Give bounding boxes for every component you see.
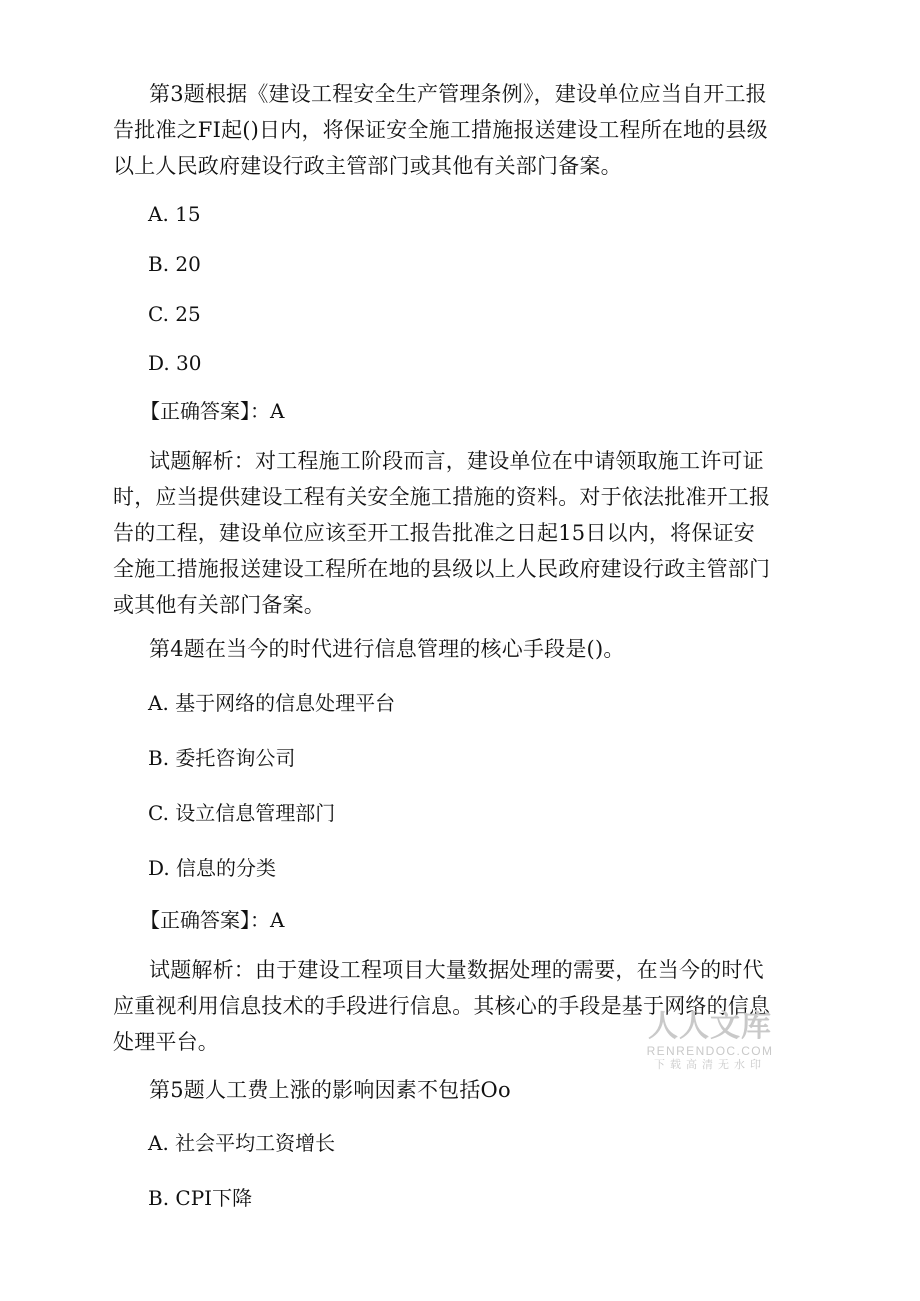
q5-option-b: B. CPI下降 xyxy=(148,1186,253,1210)
question-5-stem: 第5题人工费上涨的影响因素不包括Oo xyxy=(149,1078,511,1102)
q3-option-b: B. 20 xyxy=(148,252,201,276)
q4-option-b: B. 委托咨询公司 xyxy=(148,746,296,770)
q4-option-c: C. 设立信息管理部门 xyxy=(148,801,336,825)
q5-option-a: A. 社会平均工资增长 xyxy=(148,1131,336,1155)
q3-option-d: D. 30 xyxy=(148,351,202,375)
watermark-slogan: 下载高清无水印 xyxy=(654,1058,766,1071)
q4-correct-answer: 【正确答案】：A xyxy=(140,908,285,932)
watermark-logo xyxy=(645,1010,775,1072)
q4-option-a: A. 基于网络的信息处理平台 xyxy=(148,691,396,715)
q4-option-d: D. 信息的分类 xyxy=(148,856,277,880)
q3-option-a: A. 15 xyxy=(148,202,201,226)
q4-analysis: 试题解析：由于建设工程项目大量数据处理的需要，在当今的时代应重视利用信息技术的手段进行信息。其核心的手段是基于网络的信息处理平台。 xyxy=(113,958,771,1054)
q3-option-c: C. 25 xyxy=(148,302,201,326)
q3-correct-answer: 【正确答案】：A xyxy=(140,399,285,423)
question-4-stem: 第4题在当今的时代进行信息管理的核心手段是()。 xyxy=(149,637,625,661)
question-3-stem: 第3题根据《建设工程安全生产管理条例》，建设单位应当自开工报告批准之FI起()日内，将保证安全施工措施报送建设工程所在地的县级以上人民政府建设行政主管部门或其他有关部门备案。 xyxy=(113,82,768,178)
watermark-url: RENRENDOC.COM xyxy=(646,1044,774,1058)
watermark-brand: 人人文库 xyxy=(648,1009,772,1044)
q3-analysis: 试题解析：对工程施工阶段而言，建设单位在中请领取施工许可证时，应当提供建设工程有关安全施工措施的资料。对于依法批准开工报告的工程，建设单位应该至开工报告批准之日起15日以内，将保证安全施工措施报送建设工程所在地的县级以上人民政府建设行政主管部门或其他有关部门备案。 xyxy=(113,449,771,617)
